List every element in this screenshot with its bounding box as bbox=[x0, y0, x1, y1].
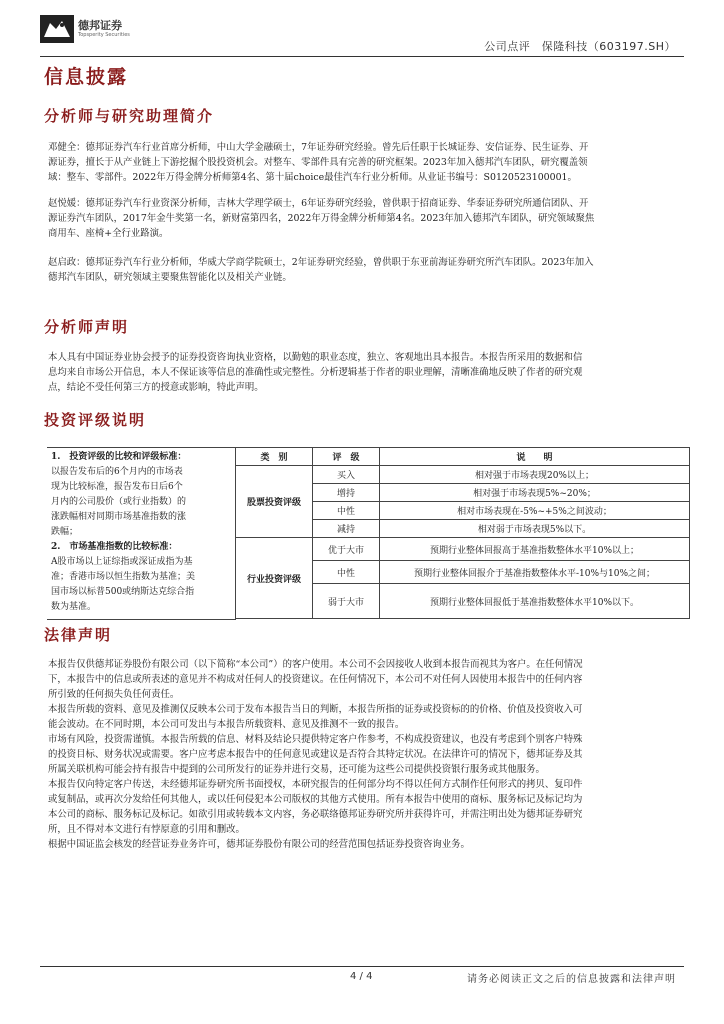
criteria-heading: 1. 投资评级的比较和评级标准： bbox=[51, 452, 187, 462]
text-line: 能会波动。在不同时期，本公司可发出与本报告所载资料、意见及推测不一致的报告。 bbox=[48, 719, 405, 730]
header-rating: 评 级 bbox=[313, 448, 380, 466]
report-header: 公司点评 保隆科技（603197.SH） bbox=[484, 40, 676, 53]
rating-cell: 优于大市 bbox=[313, 538, 380, 561]
rating-cell: 减持 bbox=[313, 520, 380, 538]
rating-cell: 中性 bbox=[313, 502, 380, 520]
text-line: 的投资目标、财务状况或需要。客户应考虑本报告中的任何意见或建议是否符合其特定状况。在法律许可的情况下，德邦证券及其 bbox=[48, 749, 583, 760]
company-logo bbox=[40, 14, 150, 44]
description-cell: 预期行业整体回报高于基准指数整体水平10%以上； bbox=[380, 538, 690, 561]
analyst-statement-text bbox=[48, 350, 678, 395]
stock-rating-label: 股票投资评级 bbox=[236, 466, 313, 538]
text-line: 数为基准。 bbox=[51, 602, 97, 612]
text-line: 德邦汽车团队，研究领域主要聚焦智能化以及相关产业链。 bbox=[48, 272, 292, 283]
text-line: 本公司的商标、服务标记及标记。如欲引用或转载本文内容，务必联络德邦证券研究所并获得许可，并需注明出处为德邦证券研究 bbox=[48, 809, 583, 820]
page-number: 4 / 4 bbox=[350, 971, 373, 982]
header-category: 类 别 bbox=[236, 448, 313, 466]
section-title-statement: 分析师声明 bbox=[44, 318, 130, 336]
description-cell: 预期行业整体回报介于基准指数整体水平-10%与10%之间； bbox=[380, 561, 690, 584]
description-cell: 相对强于市场表现20%以上； bbox=[380, 466, 690, 484]
text-line: 息均来自市场公开信息，本人不保证该等信息的准确性或完整性。分析逻辑基于作者的职业理解，清晰准确地反映了作者的研究观 bbox=[48, 367, 583, 378]
text-line: 本人具有中国证券业协会授予的证券投资咨询执业资格，以勤勉的职业态度，独立、客观地出具本报告。本报告所采用的数据和信 bbox=[48, 352, 583, 363]
analyst-bio-zhao-qizheng bbox=[48, 255, 678, 285]
text-line: 所属关联机构可能会持有报告中提到的公司所发行的证券并进行交易，还可能为这些公司提供投资银行服务或其他服务。 bbox=[48, 764, 545, 775]
text-line: 所，且不得对本文进行有悖原意的引用和删改。 bbox=[48, 824, 245, 835]
text-line: 根据中国证监会核发的经营证券业务许可，德邦证券股份有限公司的经营范围包括证券投资咨询业务。 bbox=[48, 839, 470, 850]
description-cell: 相对弱于市场表现5%以下。 bbox=[380, 520, 690, 538]
text-line: 邓健全：德邦证券汽车行业首席分析师，中山大学金融硕士，7年证券研究经验。曾先后任职于长城证券、安信证券、民生证券、开 bbox=[48, 142, 589, 153]
text-line: 以报告发布后的6个月内的市场表 bbox=[51, 467, 183, 477]
text-line: 赵悦媛：德邦证券汽车行业资深分析师，吉林大学理学硕士，6年证券研究经验，曾供职于招商证券、华泰证券研究所通信团队、开 bbox=[48, 198, 589, 209]
description-cell: 预期行业整体回报低于基准指数整体水平10%以下。 bbox=[380, 584, 690, 619]
section-title-legal: 法律声明 bbox=[44, 626, 113, 644]
analyst-bio-deng bbox=[48, 140, 678, 185]
legal-statement-text bbox=[48, 657, 678, 852]
text-line: 现为比较标准，报告发布日后6个 bbox=[51, 482, 183, 492]
text-line: 准；香港市场以恒生指数为基准；美 bbox=[51, 572, 196, 582]
text-line: 所引致的任何损失负任何责任。 bbox=[48, 689, 180, 700]
rating-table bbox=[47, 447, 690, 620]
text-line: 本报告所载的资料、意见及推测仅反映本公司于发布本报告当日的判断，本报告所指的证券或投资标的的价格、价值及投资收入可 bbox=[48, 704, 583, 715]
footer-divider bbox=[40, 966, 684, 967]
table-spacer bbox=[236, 619, 690, 620]
rating-cell: 中性 bbox=[313, 561, 380, 584]
text-line: 涨跌幅相对同期市场基准指数的涨 bbox=[51, 512, 187, 522]
text-line: 源证券汽车团队，2017年金牛奖第一名，新财富第四名，2022年万得金牌分析师第4名。2023年加入德邦汽车团队，研究领域聚焦 bbox=[48, 213, 595, 224]
text-line: 本报告仅供德邦证券股份有限公司（以下简称“本公司”）的客户使用。本公司不会因接收人收到本报告而视其为客户。在任何情况 bbox=[48, 659, 583, 670]
text-line: 月内的公司股价（或行业指数）的 bbox=[51, 497, 187, 507]
header-description: 说 明 bbox=[380, 448, 690, 466]
analyst-bio-zhao-yueyuan bbox=[48, 196, 678, 241]
text-line: 商用车、座椅+全行业路演。 bbox=[48, 228, 169, 239]
header-divider bbox=[40, 56, 684, 57]
section-title-rating: 投资评级说明 bbox=[44, 411, 147, 429]
text-line: 域：整车、零部件。2022年万得金牌分析师第4名、第十届choice最佳汽车行业分析师。从业证书编号：S0120523100001。 bbox=[48, 172, 577, 183]
section-title-analysts: 分析师与研究助理简介 bbox=[44, 107, 215, 125]
rating-cell: 弱于大市 bbox=[313, 584, 380, 619]
logo-name-en: Topsperity Securities bbox=[78, 32, 130, 38]
rating-criteria-text bbox=[47, 448, 236, 620]
text-line: 或复制品，或再次分发给任何其他人，或以任何侵犯本公司版权的其他方式使用。所有本报告中使用的商标、服务标记及标记均为 bbox=[48, 794, 583, 805]
description-cell: 相对强于市场表现5%~20%； bbox=[380, 484, 690, 502]
industry-rating-label: 行业投资评级 bbox=[236, 538, 313, 619]
text-line: 国市场以标普500或纳斯达克综合指 bbox=[51, 587, 195, 597]
logo-name-cn: 德邦证券 bbox=[78, 19, 122, 32]
footer-disclaimer: 请务必阅读正文之后的信息披露和法律声明 bbox=[467, 974, 676, 985]
text-line: 下，本报告中的信息或所表述的意见并不构成对任何人的投资建议。在任何情况下，本公司不对任何人因使用本报告中的任何内容 bbox=[48, 674, 583, 685]
tiger-logo-icon bbox=[40, 15, 74, 43]
text-line: 点，结论不受任何第三方的授意或影响，特此声明。 bbox=[48, 382, 264, 393]
text-line: 市场有风险，投资需谨慎。本报告所载的信息、材料及结论只提供特定客户作参考，不构成投资建议，也没有考虑到个别客户特殊 bbox=[48, 734, 583, 745]
page-title: 信息披露 bbox=[44, 66, 129, 88]
criteria-heading: 2. 市场基准指数的比较标准： bbox=[51, 542, 178, 552]
rating-cell: 增持 bbox=[313, 484, 380, 502]
text-line: 赵启政：德邦证券汽车行业分析师，华威大学商学院硕士，2年证券研究经验，曾供职于东亚前海证券研究所汽车团队。2023年加入 bbox=[48, 257, 594, 268]
text-line: 跌幅； bbox=[51, 527, 79, 537]
rating-cell: 买入 bbox=[313, 466, 380, 484]
text-line: A股市场以上证综指或深证成指为基 bbox=[51, 557, 193, 567]
text-line: 源证券，擅长于从产业链上下游挖掘个股投资机会。对整车、零部件具有完善的研究框架。2023年加入德邦汽车团队，研究覆盖领 bbox=[48, 157, 588, 168]
description-cell: 相对市场表现在-5%~+5%之间波动； bbox=[380, 502, 690, 520]
text-line: 本报告仅向特定客户传送，未经德邦证券研究所书面授权，本研究报告的任何部分均不得以任何方式制作任何形式的拷贝、复印件 bbox=[48, 779, 583, 790]
